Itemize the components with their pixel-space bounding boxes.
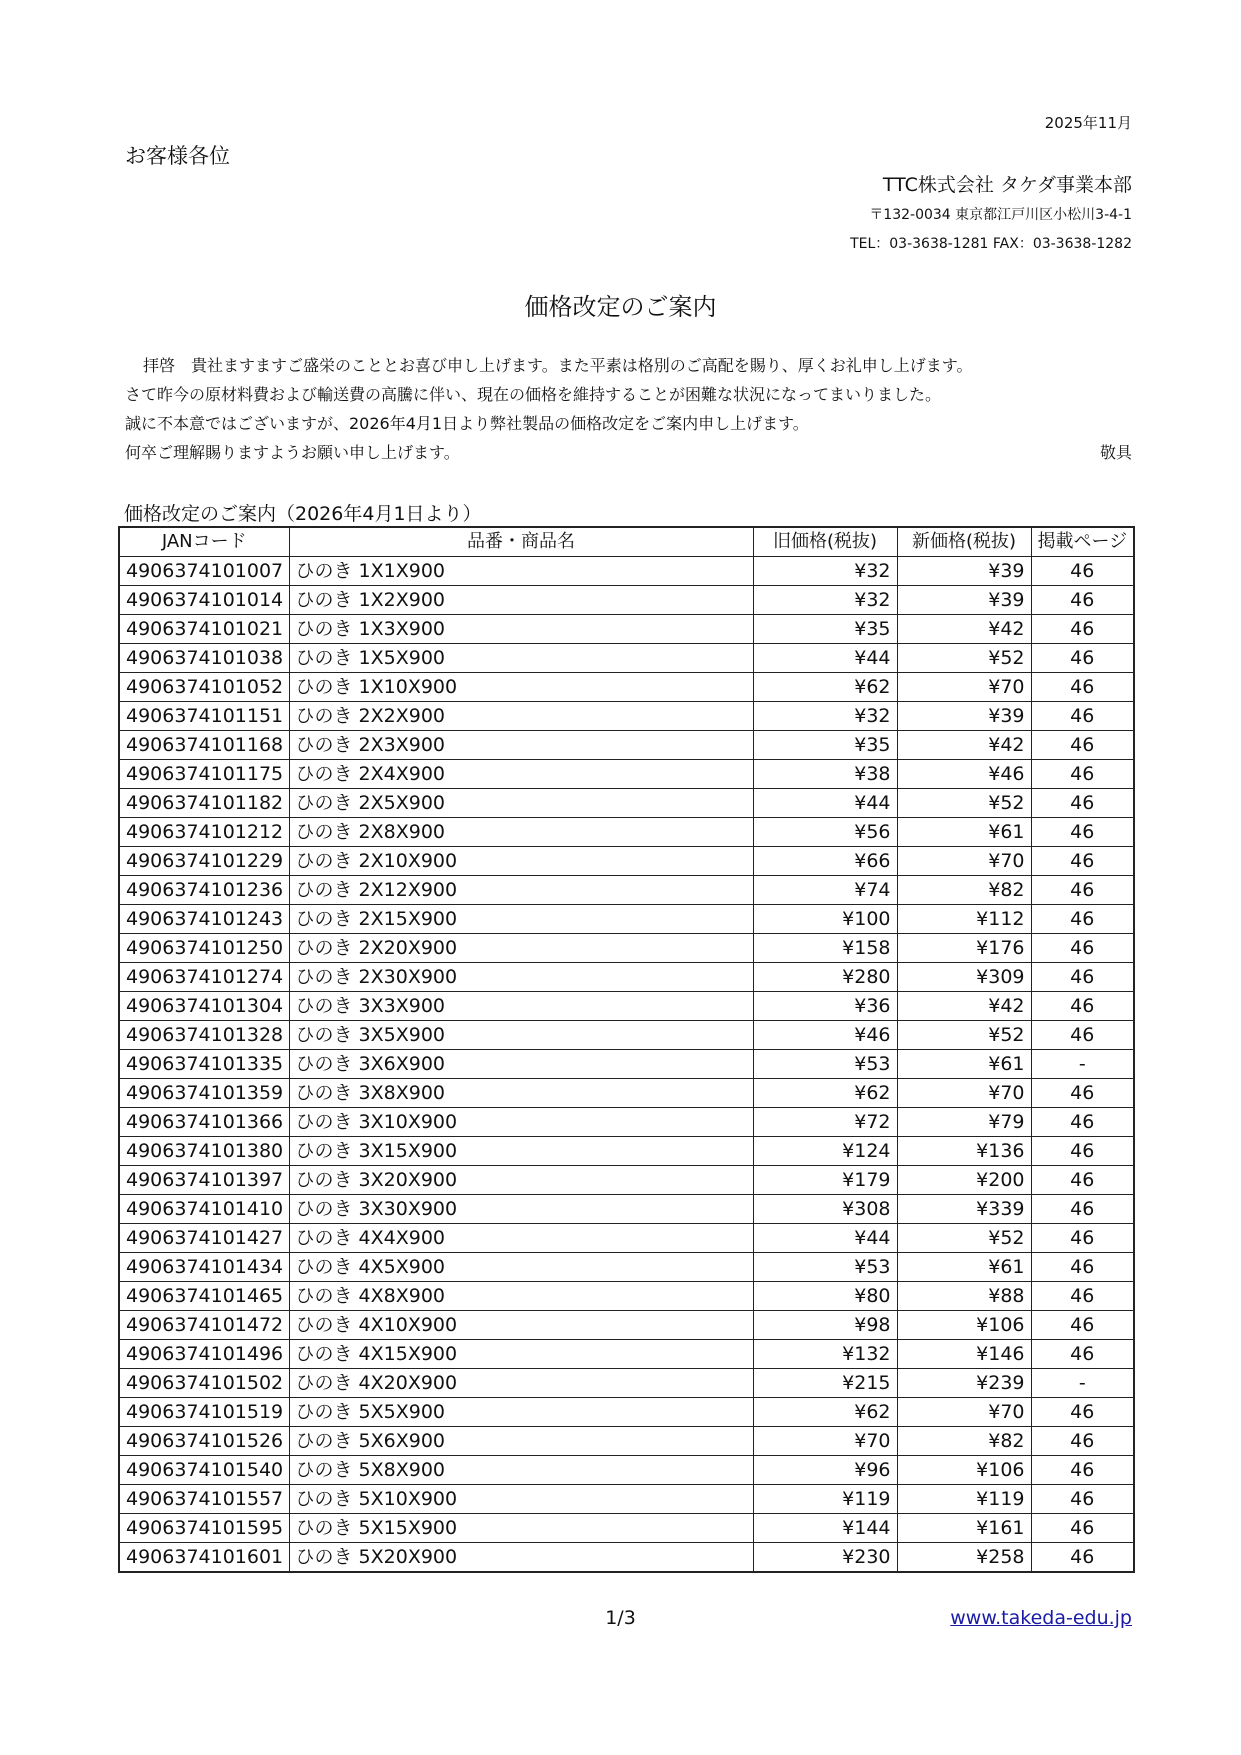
new-price-cell: ¥42 (897, 615, 1031, 644)
old-price-cell: ¥62 (753, 1398, 897, 1427)
header-product: 品番・商品名 (289, 527, 753, 557)
table-header-row (119, 527, 1134, 557)
table-body (119, 557, 1134, 1573)
jan-code-cell: 4906374101427 (119, 1224, 289, 1253)
page-cell: - (1031, 1369, 1134, 1398)
old-price-cell: ¥36 (753, 992, 897, 1021)
old-price-cell: ¥72 (753, 1108, 897, 1137)
page-cell: 46 (1031, 1079, 1134, 1108)
company-name: TTC株式会社 タケダ事業本部 (882, 174, 1132, 196)
old-price-cell: ¥32 (753, 586, 897, 615)
jan-code-cell: 4906374101250 (119, 934, 289, 963)
old-price-cell: ¥53 (753, 1253, 897, 1282)
table-row (119, 1166, 1134, 1195)
jan-code-cell: 4906374101328 (119, 1021, 289, 1050)
new-price-cell: ¥61 (897, 818, 1031, 847)
jan-code-cell: 4906374101014 (119, 586, 289, 615)
new-price-cell: ¥200 (897, 1166, 1031, 1195)
old-price-cell: ¥53 (753, 1050, 897, 1079)
table-caption: 価格改定のご案内（2026年4月1日より） (124, 503, 482, 525)
old-price-cell: ¥230 (753, 1543, 897, 1573)
table-row (119, 1195, 1134, 1224)
product-name-cell: ひのき 3X30X900 (289, 1195, 753, 1224)
table-row (119, 1253, 1134, 1282)
table-row (119, 760, 1134, 789)
product-name-cell: ひのき 2X2X900 (289, 702, 753, 731)
jan-code-cell: 4906374101397 (119, 1166, 289, 1195)
page-cell: 46 (1031, 1166, 1134, 1195)
product-name-cell: ひのき 1X1X900 (289, 557, 753, 586)
page-cell: 46 (1031, 1514, 1134, 1543)
table-row (119, 818, 1134, 847)
table-row (119, 876, 1134, 905)
product-name-cell: ひのき 2X15X900 (289, 905, 753, 934)
new-price-cell: ¥88 (897, 1282, 1031, 1311)
page-cell: 46 (1031, 1311, 1134, 1340)
header-new-price: 新価格(税抜) (897, 527, 1031, 557)
new-price-cell: ¥309 (897, 963, 1031, 992)
new-price-cell: ¥42 (897, 731, 1031, 760)
product-name-cell: ひのき 4X4X900 (289, 1224, 753, 1253)
old-price-cell: ¥70 (753, 1427, 897, 1456)
old-price-cell: ¥144 (753, 1514, 897, 1543)
jan-code-cell: 4906374101052 (119, 673, 289, 702)
table-row (119, 1456, 1134, 1485)
salutation: お客様各位 (125, 144, 230, 168)
product-name-cell: ひのき 2X30X900 (289, 963, 753, 992)
jan-code-cell: 4906374101526 (119, 1427, 289, 1456)
header-page: 掲載ページ (1031, 527, 1134, 557)
old-price-cell: ¥119 (753, 1485, 897, 1514)
product-name-cell: ひのき 2X3X900 (289, 731, 753, 760)
page-cell: 46 (1031, 1427, 1134, 1456)
new-price-cell: ¥61 (897, 1253, 1031, 1282)
old-price-cell: ¥132 (753, 1340, 897, 1369)
product-name-cell: ひのき 4X20X900 (289, 1369, 753, 1398)
new-price-cell: ¥82 (897, 876, 1031, 905)
page-cell: 46 (1031, 1282, 1134, 1311)
company-tel-fax: TEL：03-3638-1281 FAX：03-3638-1282 (850, 236, 1132, 252)
table-row (119, 963, 1134, 992)
new-price-cell: ¥258 (897, 1543, 1031, 1573)
product-name-cell: ひのき 3X5X900 (289, 1021, 753, 1050)
product-name-cell: ひのき 3X3X900 (289, 992, 753, 1021)
table-row (119, 702, 1134, 731)
body-line-reason: さて昨今の原材料費および輸送費の高騰に伴い、現在の価格を維持することが困難な状況になってまいりました。 (125, 385, 942, 404)
jan-code-cell: 4906374101502 (119, 1369, 289, 1398)
jan-code-cell: 4906374101304 (119, 992, 289, 1021)
header-old-price: 旧価格(税抜) (753, 527, 897, 557)
product-name-cell: ひのき 3X15X900 (289, 1137, 753, 1166)
product-name-cell: ひのき 2X4X900 (289, 760, 753, 789)
jan-code-cell: 4906374101465 (119, 1282, 289, 1311)
new-price-cell: ¥106 (897, 1311, 1031, 1340)
closing-word: 敬具 (1099, 443, 1132, 462)
table-row (119, 615, 1134, 644)
jan-code-cell: 4906374101274 (119, 963, 289, 992)
jan-code-cell: 4906374101540 (119, 1456, 289, 1485)
new-price-cell: ¥52 (897, 1224, 1031, 1253)
jan-code-cell: 4906374101366 (119, 1108, 289, 1137)
table-row (119, 586, 1134, 615)
page-number: 1/3 (605, 1607, 636, 1629)
old-price-cell: ¥215 (753, 1369, 897, 1398)
jan-code-cell: 4906374101434 (119, 1253, 289, 1282)
old-price-cell: ¥32 (753, 557, 897, 586)
jan-code-cell: 4906374101601 (119, 1543, 289, 1573)
jan-code-cell: 4906374101595 (119, 1514, 289, 1543)
page-cell: 46 (1031, 1021, 1134, 1050)
jan-code-cell: 4906374101038 (119, 644, 289, 673)
product-name-cell: ひのき 4X10X900 (289, 1311, 753, 1340)
table-row (119, 1079, 1134, 1108)
table-row (119, 1369, 1134, 1398)
document-title: 価格改定のご案内 (524, 293, 717, 321)
table-row (119, 673, 1134, 702)
jan-code-cell: 4906374101182 (119, 789, 289, 818)
new-price-cell: ¥136 (897, 1137, 1031, 1166)
old-price-cell: ¥44 (753, 1224, 897, 1253)
table-row (119, 1485, 1134, 1514)
page-cell: 46 (1031, 1340, 1134, 1369)
new-price-cell: ¥106 (897, 1456, 1031, 1485)
jan-code-cell: 4906374101557 (119, 1485, 289, 1514)
page-cell: 46 (1031, 847, 1134, 876)
page-cell: 46 (1031, 1253, 1134, 1282)
page-cell: 46 (1031, 1108, 1134, 1137)
page-cell: 46 (1031, 673, 1134, 702)
old-price-cell: ¥35 (753, 731, 897, 760)
jan-code-cell: 4906374101243 (119, 905, 289, 934)
table-row (119, 1340, 1134, 1369)
table-row (119, 1108, 1134, 1137)
table-row (119, 557, 1134, 586)
old-price-cell: ¥46 (753, 1021, 897, 1050)
old-price-cell: ¥74 (753, 876, 897, 905)
jan-code-cell: 4906374101519 (119, 1398, 289, 1427)
product-name-cell: ひのき 2X10X900 (289, 847, 753, 876)
new-price-cell: ¥39 (897, 702, 1031, 731)
document-date: 2025年11月 (1044, 114, 1132, 132)
new-price-cell: ¥70 (897, 1079, 1031, 1108)
jan-code-cell: 4906374101359 (119, 1079, 289, 1108)
new-price-cell: ¥79 (897, 1108, 1031, 1137)
page-cell: 46 (1031, 905, 1134, 934)
old-price-cell: ¥179 (753, 1166, 897, 1195)
old-price-cell: ¥96 (753, 1456, 897, 1485)
page-cell: 46 (1031, 789, 1134, 818)
jan-code-cell: 4906374101229 (119, 847, 289, 876)
jan-code-cell: 4906374101151 (119, 702, 289, 731)
product-name-cell: ひのき 3X10X900 (289, 1108, 753, 1137)
body-line-announcement: 誠に不本意ではございますが、2026年4月1日より弊社製品の価格改定をご案内申し上げます。 (125, 414, 809, 433)
old-price-cell: ¥308 (753, 1195, 897, 1224)
product-name-cell: ひのき 5X10X900 (289, 1485, 753, 1514)
old-price-cell: ¥280 (753, 963, 897, 992)
jan-code-cell: 4906374101175 (119, 760, 289, 789)
product-name-cell: ひのき 4X5X900 (289, 1253, 753, 1282)
jan-code-cell: 4906374101472 (119, 1311, 289, 1340)
product-name-cell: ひのき 2X5X900 (289, 789, 753, 818)
jan-code-cell: 4906374101021 (119, 615, 289, 644)
new-price-cell: ¥52 (897, 789, 1031, 818)
jan-code-cell: 4906374101496 (119, 1340, 289, 1369)
table-row (119, 1543, 1134, 1573)
page-cell: 46 (1031, 992, 1134, 1021)
old-price-cell: ¥80 (753, 1282, 897, 1311)
table-row (119, 1224, 1134, 1253)
product-name-cell: ひのき 4X8X900 (289, 1282, 753, 1311)
table-row (119, 1311, 1134, 1340)
old-price-cell: ¥32 (753, 702, 897, 731)
product-name-cell: ひのき 1X2X900 (289, 586, 753, 615)
old-price-cell: ¥124 (753, 1137, 897, 1166)
product-name-cell: ひのき 2X12X900 (289, 876, 753, 905)
old-price-cell: ¥62 (753, 673, 897, 702)
product-name-cell: ひのき 1X5X900 (289, 644, 753, 673)
page-cell: 46 (1031, 760, 1134, 789)
product-name-cell: ひのき 5X6X900 (289, 1427, 753, 1456)
new-price-cell: ¥119 (897, 1485, 1031, 1514)
old-price-cell: ¥158 (753, 934, 897, 963)
page-cell: 46 (1031, 934, 1134, 963)
new-price-cell: ¥176 (897, 934, 1031, 963)
table-row (119, 1050, 1134, 1079)
page-cell: 46 (1031, 615, 1134, 644)
product-name-cell: ひのき 5X5X900 (289, 1398, 753, 1427)
body-line-greeting: 拝啓 貴社ますますご盛栄のこととお喜び申し上げます。また平素は格別のご高配を賜り、厚くお礼申し上げます。 (143, 356, 973, 375)
product-name-cell: ひのき 3X20X900 (289, 1166, 753, 1195)
product-name-cell: ひのき 5X20X900 (289, 1543, 753, 1573)
product-name-cell: ひのき 3X6X900 (289, 1050, 753, 1079)
old-price-cell: ¥38 (753, 760, 897, 789)
new-price-cell: ¥146 (897, 1340, 1031, 1369)
jan-code-cell: 4906374101236 (119, 876, 289, 905)
new-price-cell: ¥42 (897, 992, 1031, 1021)
old-price-cell: ¥66 (753, 847, 897, 876)
jan-code-cell: 4906374101335 (119, 1050, 289, 1079)
table-row (119, 1514, 1134, 1543)
new-price-cell: ¥82 (897, 1427, 1031, 1456)
new-price-cell: ¥61 (897, 1050, 1031, 1079)
page-cell: 46 (1031, 731, 1134, 760)
old-price-cell: ¥44 (753, 789, 897, 818)
page-cell: 46 (1031, 818, 1134, 847)
page-cell: - (1031, 1050, 1134, 1079)
table-row (119, 644, 1134, 673)
jan-code-cell: 4906374101410 (119, 1195, 289, 1224)
new-price-cell: ¥52 (897, 644, 1031, 673)
jan-code-cell: 4906374101007 (119, 557, 289, 586)
table-row (119, 789, 1134, 818)
price-table (118, 526, 1135, 1573)
new-price-cell: ¥161 (897, 1514, 1031, 1543)
table-row (119, 905, 1134, 934)
old-price-cell: ¥98 (753, 1311, 897, 1340)
header-jan: JANコード (119, 527, 289, 557)
page-cell: 46 (1031, 702, 1134, 731)
new-price-cell: ¥112 (897, 905, 1031, 934)
new-price-cell: ¥70 (897, 847, 1031, 876)
table-row (119, 847, 1134, 876)
page-cell: 46 (1031, 1543, 1134, 1573)
table-row (119, 934, 1134, 963)
new-price-cell: ¥70 (897, 1398, 1031, 1427)
page-cell: 46 (1031, 644, 1134, 673)
page-cell: 46 (1031, 1137, 1134, 1166)
product-name-cell: ひのき 5X15X900 (289, 1514, 753, 1543)
table-row (119, 992, 1134, 1021)
jan-code-cell: 4906374101168 (119, 731, 289, 760)
new-price-cell: ¥52 (897, 1021, 1031, 1050)
page-cell: 46 (1031, 557, 1134, 586)
product-name-cell: ひのき 1X10X900 (289, 673, 753, 702)
old-price-cell: ¥56 (753, 818, 897, 847)
new-price-cell: ¥39 (897, 586, 1031, 615)
website-link[interactable]: www.takeda-edu.jp (950, 1607, 1132, 1629)
product-name-cell: ひのき 5X8X900 (289, 1456, 753, 1485)
old-price-cell: ¥100 (753, 905, 897, 934)
product-name-cell: ひのき 3X8X900 (289, 1079, 753, 1108)
table-row (119, 1398, 1134, 1427)
old-price-cell: ¥62 (753, 1079, 897, 1108)
page-cell: 46 (1031, 1195, 1134, 1224)
table-row (119, 731, 1134, 760)
table-row (119, 1137, 1134, 1166)
old-price-cell: ¥35 (753, 615, 897, 644)
product-name-cell: ひのき 2X8X900 (289, 818, 753, 847)
page-cell: 46 (1031, 1485, 1134, 1514)
table-row (119, 1282, 1134, 1311)
jan-code-cell: 4906374101212 (119, 818, 289, 847)
old-price-cell: ¥44 (753, 644, 897, 673)
page-cell: 46 (1031, 1456, 1134, 1485)
new-price-cell: ¥239 (897, 1369, 1031, 1398)
page-cell: 46 (1031, 963, 1134, 992)
body-line-request: 何卒ご理解賜りますようお願い申し上げます。 (125, 443, 460, 462)
page-cell: 46 (1031, 1398, 1134, 1427)
table-row (119, 1021, 1134, 1050)
new-price-cell: ¥339 (897, 1195, 1031, 1224)
jan-code-cell: 4906374101380 (119, 1137, 289, 1166)
new-price-cell: ¥70 (897, 673, 1031, 702)
new-price-cell: ¥46 (897, 760, 1031, 789)
new-price-cell: ¥39 (897, 557, 1031, 586)
table-row (119, 1427, 1134, 1456)
product-name-cell: ひのき 2X20X900 (289, 934, 753, 963)
product-name-cell: ひのき 4X15X900 (289, 1340, 753, 1369)
page-cell: 46 (1031, 586, 1134, 615)
company-address: 〒132-0034 東京都江戸川区小松川3-4-1 (869, 207, 1132, 223)
page-cell: 46 (1031, 1224, 1134, 1253)
page-cell: 46 (1031, 876, 1134, 905)
product-name-cell: ひのき 1X3X900 (289, 615, 753, 644)
